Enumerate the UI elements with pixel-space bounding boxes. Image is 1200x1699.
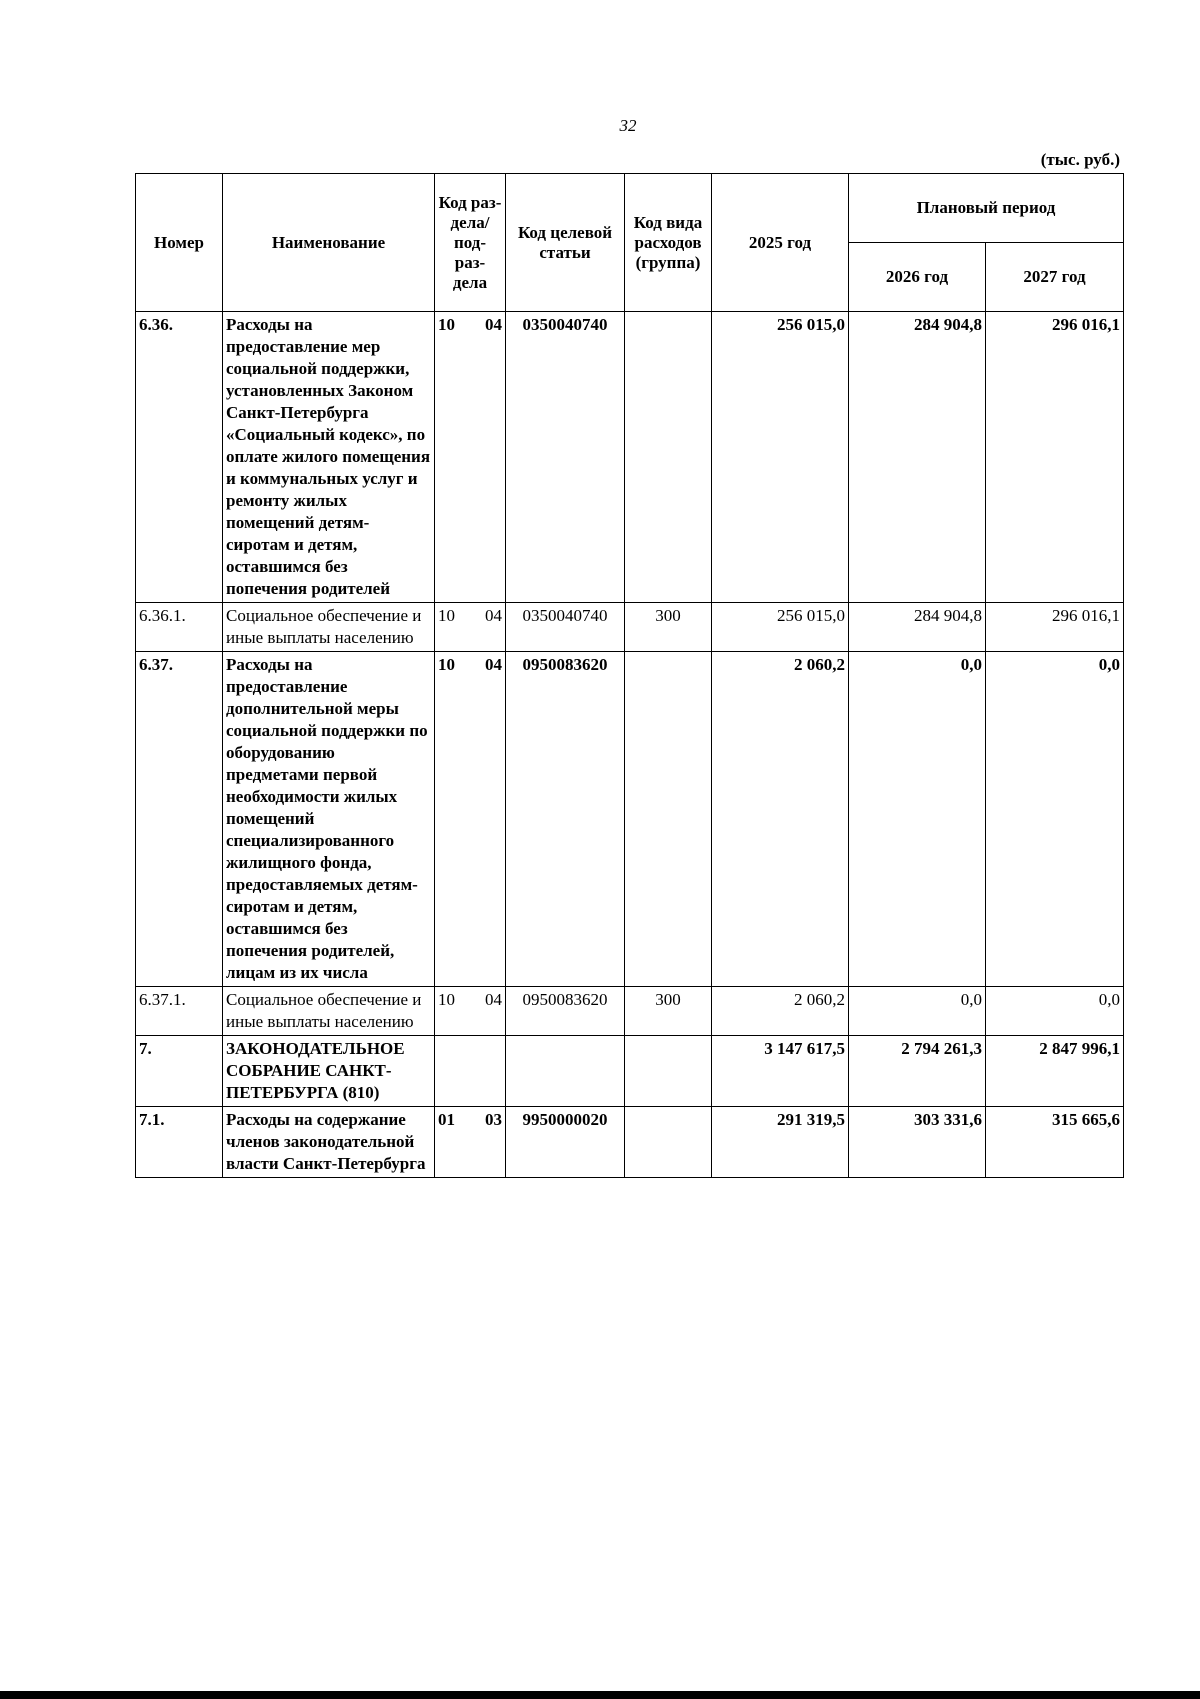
row-expense-kind	[625, 312, 712, 603]
row-name: Социальное обеспечение и иные выплаты населению	[223, 603, 435, 652]
header-target: Код целевой статьи	[506, 174, 625, 312]
row-amount-2026: 0,0	[849, 652, 986, 987]
section-code: 10	[438, 655, 455, 674]
subsection-code: 04	[485, 606, 502, 625]
header-2025: 2025 год	[712, 174, 849, 312]
row-expense-kind	[625, 1107, 712, 1178]
row-target-code: 0350040740	[506, 312, 625, 603]
header-2026: 2026 год	[849, 243, 986, 312]
row-section-code	[435, 652, 506, 987]
row-number: 6.36.	[136, 312, 223, 603]
subsection-code: 04	[485, 315, 502, 334]
table-body	[136, 312, 1124, 1178]
row-expense-kind	[625, 1036, 712, 1107]
row-amount-2025: 2 060,2	[712, 987, 849, 1036]
row-amount-2027: 0,0	[986, 652, 1124, 987]
table-row	[136, 652, 1124, 987]
row-section-code	[435, 1036, 506, 1107]
row-amount-2027: 2 847 996,1	[986, 1036, 1124, 1107]
row-expense-kind: 300	[625, 987, 712, 1036]
section-code: 10	[438, 990, 455, 1009]
scan-bottom-edge	[0, 1691, 1200, 1699]
row-amount-2026: 284 904,8	[849, 603, 986, 652]
row-amount-2027: 0,0	[986, 987, 1124, 1036]
row-amount-2026: 284 904,8	[849, 312, 986, 603]
page-number: 32	[619, 116, 637, 135]
table-row	[136, 1107, 1124, 1178]
row-amount-2025: 291 319,5	[712, 1107, 849, 1178]
row-expense-kind	[625, 652, 712, 987]
header-planned-period: Плановый период	[849, 174, 1124, 243]
row-amount-2027: 315 665,6	[986, 1107, 1124, 1178]
header-name: Наименование	[223, 174, 435, 312]
row-section-code	[435, 312, 506, 603]
row-name: ЗАКОНОДАТЕЛЬНОЕ СОБРАНИЕ САНКТ-ПЕТЕРБУРГА (810)	[223, 1036, 435, 1107]
budget-table	[135, 173, 1124, 1178]
row-amount-2025: 256 015,0	[712, 603, 849, 652]
row-target-code: 0350040740	[506, 603, 625, 652]
row-target-code	[506, 1036, 625, 1107]
subsection-code: 04	[485, 990, 502, 1009]
row-target-code: 9950000020	[506, 1107, 625, 1178]
section-code: 10	[438, 606, 455, 625]
row-amount-2026: 303 331,6	[849, 1107, 986, 1178]
row-amount-2025: 3 147 617,5	[712, 1036, 849, 1107]
row-amount-2026: 2 794 261,3	[849, 1036, 986, 1107]
row-number: 6.36.1.	[136, 603, 223, 652]
row-section-code	[435, 603, 506, 652]
row-name: Расходы на содержание членов законодательной власти Санкт-Петербурга	[223, 1107, 435, 1178]
row-amount-2026: 0,0	[849, 987, 986, 1036]
row-target-code: 0950083620	[506, 652, 625, 987]
row-amount-2025: 256 015,0	[712, 312, 849, 603]
section-code: 01	[438, 1110, 455, 1129]
section-code: 10	[438, 315, 455, 334]
row-section-code	[435, 1107, 506, 1178]
header-2027: 2027 год	[986, 243, 1124, 312]
table-row	[136, 603, 1124, 652]
table-row	[136, 1036, 1124, 1107]
row-name: Социальное обеспечение и иные выплаты населению	[223, 987, 435, 1036]
subsection-code: 03	[485, 1110, 502, 1129]
row-amount-2027: 296 016,1	[986, 312, 1124, 603]
header-kind: Код вида расходов (группа)	[625, 174, 712, 312]
row-number: 7.	[136, 1036, 223, 1107]
header-number: Номер	[136, 174, 223, 312]
row-expense-kind: 300	[625, 603, 712, 652]
row-target-code: 0950083620	[506, 987, 625, 1036]
row-number: 6.37.1.	[136, 987, 223, 1036]
header-section: Код раз- дела/ под- раз- дела	[435, 174, 506, 312]
row-number: 6.37.	[136, 652, 223, 987]
subsection-code: 04	[485, 655, 502, 674]
row-number: 7.1.	[136, 1107, 223, 1178]
row-section-code	[435, 987, 506, 1036]
table-row	[136, 987, 1124, 1036]
table-row	[136, 312, 1124, 603]
row-amount-2027: 296 016,1	[986, 603, 1124, 652]
row-name: Расходы на предоставление дополнительной меры социальной поддержки по оборудованию предметами первой необходимости жилых помещений специализированного жилищного фонда, предоставляемых детям-сиротам и детям, оставшимся без попечения родителей, лицам из их числа	[223, 652, 435, 987]
row-name: Расходы на предоставление мер социальной поддержки, установленных Законом Санкт-Петербурга «Социальный кодекс», по оплате жилого помещения и коммунальных услуг и ремонту жилых помещений детям-сиротам и детям, оставшимся без попечения родителей	[223, 312, 435, 603]
units-label: (тыс. руб.)	[1040, 150, 1120, 169]
header-row-top	[136, 174, 1124, 243]
row-amount-2025: 2 060,2	[712, 652, 849, 987]
